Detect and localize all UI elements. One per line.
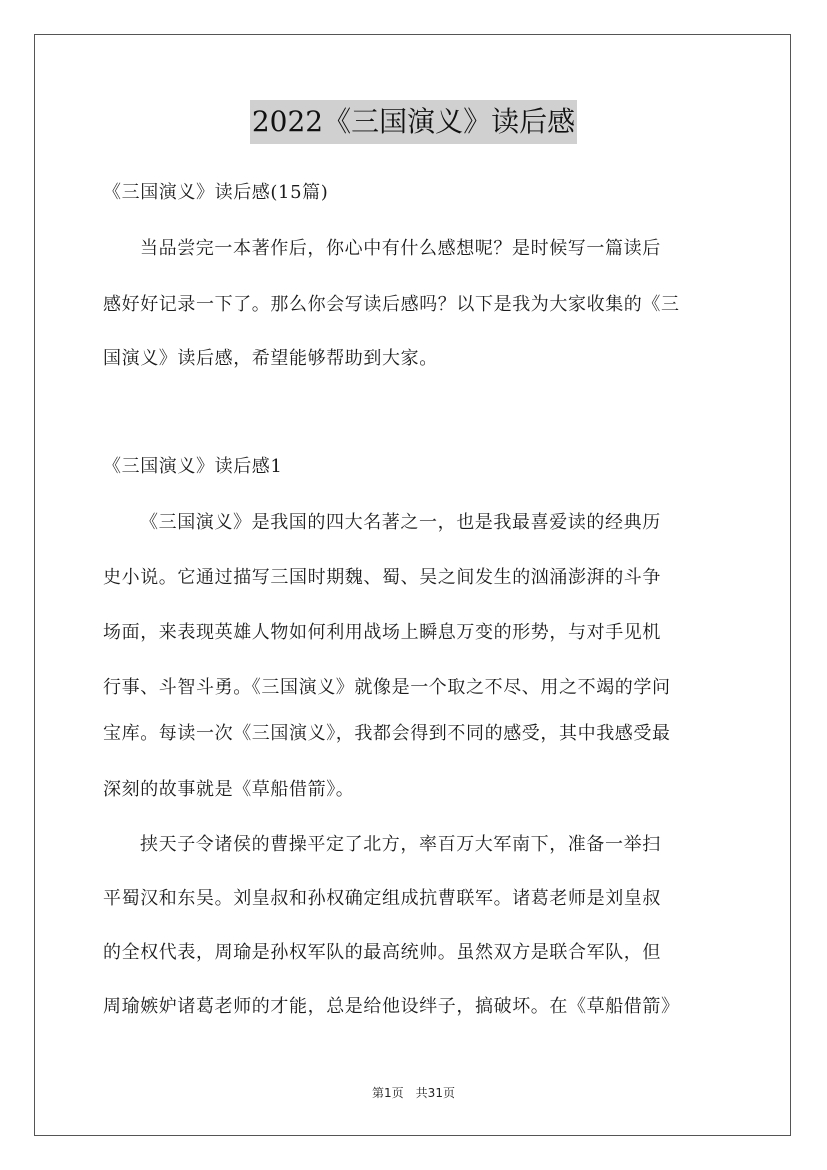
section-heading: 《三国演义》读后感1 — [103, 456, 283, 477]
intro-line: 国演义》读后感，希望能够帮助到大家。 — [103, 348, 438, 369]
intro-line: 当品尝完一本著作后，你心中有什么感想呢？是时候写一篇读后 — [140, 238, 661, 259]
document-subtitle: 《三国演义》读后感(15篇) — [103, 182, 329, 203]
paragraph-line: 史小说。它通过描写三国时期魏、蜀、吴之间发生的汹涌澎湃的斗争 — [103, 567, 661, 588]
paragraph-line: 平蜀汉和东吴。刘皇叔和孙权确定组成抗曹联军。诸葛老师是刘皇叔 — [103, 888, 661, 909]
paragraph-line: 宝库。每读一次《三国演义》，我都会得到不同的感受，其中我感受最 — [103, 723, 671, 744]
intro-line: 感好好记录一下了。那么你会写读后感吗？以下是我为大家收集的《三 — [103, 294, 680, 315]
paragraph-line: 《三国演义》是我国的四大名著之一，也是我最喜爱读的经典历 — [140, 512, 661, 533]
paragraph-line: 行事、斗智斗勇。《三国演义》就像是一个取之不尽、用之不竭的学问 — [103, 677, 671, 698]
document-title: 2022《三国演义》读后感 — [250, 100, 577, 144]
paragraph-line: 周瑜嫉妒诸葛老师的才能，总是给他设绊子，搞破坏。在《草船借箭》 — [103, 996, 680, 1017]
paragraph-line: 深刻的故事就是《草船借箭》。 — [103, 779, 355, 800]
paragraph-line: 的全权代表，周瑜是孙权军队的最高统帅。虽然双方是联合军队，但 — [103, 942, 661, 963]
paragraph-line: 场面，来表现英雄人物如何利用战场上瞬息万变的形势，与对手见机 — [103, 622, 661, 643]
paragraph-line: 挟天子令诸侯的曹操平定了北方，率百万大军南下，准备一举扫 — [140, 834, 661, 855]
page-footer: 第1页 共31页 — [372, 1086, 455, 1100]
title-container — [0, 100, 827, 144]
